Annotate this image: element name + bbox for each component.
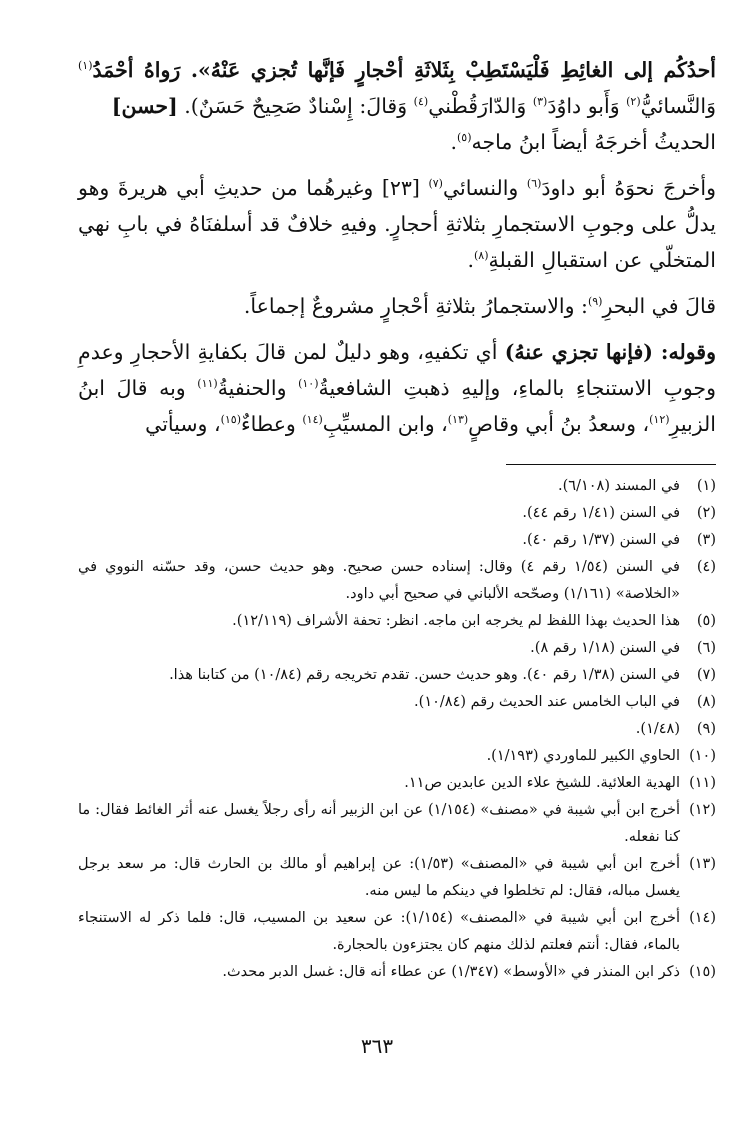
footnote-number: (٤)	[696, 559, 716, 575]
text-segment: وَالدّارَقُطْني	[428, 94, 527, 118]
hadith-text: أحدُكُم إلى الغائِطِ فَلْيَسْتَطِبْ بِثَلاثَةِ أحْجارٍ فَإنَّها تُجزي عَنْهُ». رَواهُ أحْمَدُ	[92, 58, 716, 82]
text-segment: والنسائي	[442, 176, 519, 200]
paragraph-commentary: وأخرجَ نحوَهُ أبو داودَ$^{(٦)}$ والنسائي$^{(٧)}$ [٢٣] وغيرهُما من حديثِ أبي هريرةَ وهو يدلُّ على وجوبِ الاستجمارِ بثلاثةِ أحجارٍ. وفيهِ خلافٌ قد أسلفنَاهُ في بابِ نهي المتخلّي عن استقبالِ القبلةِ$^{(٨)}$.	[78, 176, 716, 272]
main-text	[78, 52, 716, 442]
footnote-divider	[506, 464, 716, 465]
footnote-ref: (١٤)	[302, 413, 323, 427]
footnote-text: أخرج ابن أبي شيبة في «المصنف» (١/١٥٤): عن سعيد بن المسيب، قال: فلما ذكر له الاستنجاء بالماء، فقال: أنتم فعلتم لذلك منهم كان يجتزءون بالحجارة.	[78, 910, 680, 953]
footnote-number: (١٥)	[689, 964, 716, 980]
footnote-item	[78, 689, 716, 716]
footnote-item	[78, 500, 716, 527]
footnote-number: (١٤)	[689, 910, 716, 926]
footnote-ref: (٦)	[526, 177, 542, 191]
footnote-number: (٥)	[696, 613, 716, 629]
footnote-ref: (٣)	[532, 95, 548, 109]
footnote-number: (١٢)	[689, 802, 716, 818]
footnote-item	[78, 959, 716, 986]
footnote-number: (٩)	[696, 721, 716, 737]
footnote-text: أخرج ابن أبي شيبة في «مصنف» (١/١٥٤) عن ابن الزبير أنه رأى رجلاً يغسل عنه أثر الغائط فقال: ما كنا نفعله.	[78, 802, 680, 845]
footnote-text: في السنن (١/١٨ رقم ٨).	[530, 640, 680, 656]
grade-tag: [حسن]	[111, 94, 178, 118]
footnote-ref: (٤)	[413, 95, 429, 109]
footnote-item	[78, 635, 716, 662]
text-segment: والحنفيةُ	[217, 376, 287, 400]
footnote-item	[78, 851, 716, 905]
text-segment: قالَ في البحرِ	[602, 294, 716, 318]
footnote-item	[78, 662, 716, 689]
footnotes	[78, 473, 716, 986]
footnote-text: في السنن (١/٣٨ رقم ٤٠). وهو حديث حسن. تقدم تخريجه رقم (١٠/٨٤) من كتابنا هذا.	[169, 667, 680, 683]
footnote-ref: (٥)	[456, 131, 472, 145]
paragraph-bahr	[78, 288, 716, 324]
footnote-item	[78, 797, 716, 851]
footnote-number: (٢)	[696, 505, 716, 521]
footnote-ref: (١)	[78, 59, 93, 73]
page-content	[78, 52, 716, 986]
text-segment: وبه قالَ ابنُ الزبيرِ	[78, 376, 716, 436]
footnote-number: (١٠)	[689, 748, 716, 764]
footnote-text: في السنن (١/٤١ رقم ٤٤).	[522, 505, 680, 521]
footnote-text: هذا الحديث بهذا اللفظ لم يخرجه ابن ماجه. انظر: تحفة الأشراف (١٢/١١٩).	[232, 613, 680, 629]
text-segment: [٢٣] وغيرهُما من حديثِ أبي هريرةَ وهو يدلُّ على وجوبِ الاستجمارِ بثلاثةِ أحجارٍ. وفيهِ خلافٌ قد أسلفنَاهُ في بابِ نهي المتخلّي عن استقبالِ القبلةِ	[78, 176, 716, 272]
footnote-item	[78, 770, 716, 797]
text-segment: وَقالَ: إِسْنادٌ صَحِيحٌ حَسَنٌ).	[184, 94, 408, 118]
footnote-ref: (٢)	[626, 95, 641, 109]
footnote-ref: (١٥)	[220, 413, 241, 427]
footnote-number: (٣)	[696, 532, 716, 548]
footnote-ref: (١١)	[197, 377, 218, 391]
footnote-ref: (١٠)	[298, 377, 319, 391]
footnote-number: (٨)	[696, 694, 716, 710]
page-number: ٣٦٣	[360, 1034, 394, 1058]
text-segment: وأخرجَ نحوَهُ أبو داودَ	[541, 176, 716, 200]
paragraph-explanation	[78, 334, 716, 442]
footnote-item	[78, 527, 716, 554]
quoted-phrase: وقوله: (فإنها تجزي عنهُ)	[504, 340, 716, 364]
footnote-ref: (٧)	[428, 177, 443, 191]
footnote-text: في السنن (١/٥٤ رقم ٤) وقال: إسناده حسن صحيح. وهو حديث حسن، وقد حسّنه النووي في «الخلاصة» (١/١٦١) وصحّحه الألباني في صحيح أبي داود.	[78, 559, 680, 602]
text-segment: وَأَبو داوُدَ	[547, 94, 620, 118]
text-segment: وعطاءٌ	[241, 412, 296, 436]
text-segment: ، وابن المسيِّبِ	[322, 412, 448, 436]
footnote-item	[78, 608, 716, 635]
footnote-text: (١/٤٨).	[635, 721, 680, 737]
footnote-item	[78, 905, 716, 959]
footnote-number: (٦)	[696, 640, 716, 656]
footnote-ref: (٩)	[587, 295, 603, 309]
footnote-number: (١)	[696, 478, 716, 494]
text-segment: : والاستجمارُ بثلاثةِ أحْجارٍ مشروعٌ إجماعاً.	[243, 294, 588, 318]
footnote-text: الهدية العلائية. للشيخ علاء الدين عابدين ص١١.	[404, 775, 680, 791]
text-segment: أي تكفيهِ، وهو دليلٌ لمن قالَ بكفايةِ الأحجارِ وعدمِ وجوبِ الاستنجاءِ بالماءِ، وإليهِ ذهبتِ الشافعيةُ	[78, 340, 717, 400]
text-segment: ، وسيأتي	[145, 412, 221, 436]
footnote-number: (٧)	[696, 667, 716, 683]
footnote-item	[78, 743, 716, 770]
text-segment: الحديثُ أخرجَهُ أيضاً ابنُ ماجه	[471, 130, 716, 154]
text-segment: ، وسعدُ بنُ أبي وقاصٍ	[468, 412, 650, 436]
footnote-text: أخرج ابن أبي شيبة في «المصنف» (١/٥٣): عن إبراهيم أو مالك بن الحارث قال: مر سعد برجل يغسل مباله، فقال: لم تخلطوا في دينكم ما ليس منه.	[78, 856, 681, 899]
footnote-text: في الباب الخامس عند الحديث رقم (١٠/٨٤).	[414, 694, 680, 710]
paragraph-hadith: أحدُكُم إلى الغائِطِ فَلْيَسْتَطِبْ بِثَلاثَةِ أحْجارٍ فَإنَّها تُجزي عَنْهُ». رَواهُ أحْمَدُ$^{(١)}$ وَالنَّسائيُّ$^{(٢)}$ وَأَبو داوُدَ$^{(٣)}$ وَالدّارَقُطْني$^{(٤)}$ وَقالَ: إِسْنادٌ صَحِيحٌ حَسَنٌ). [حسن] الحديثُ أخرجَهُ أيضاً ابنُ ماجه$^{(٥)}$.	[78, 58, 716, 154]
footnote-item	[78, 716, 716, 743]
footnote-item	[78, 554, 716, 608]
footnote-number: (١٣)	[689, 856, 716, 872]
footnote-ref: (١٣)	[447, 413, 469, 427]
footnote-text: في السنن (١/٣٧ رقم ٤٠).	[522, 532, 680, 548]
footnote-text: ذكر ابن المنذر في «الأوسط» (١/٣٤٧) عن عطاء أنه قال: غسل الدبر محدث.	[222, 964, 680, 980]
footnote-text: الحاوي الكبير للماوردي (١/١٩٣).	[486, 748, 680, 764]
footnote-item	[78, 473, 716, 500]
text-segment: وَالنَّسائيُّ	[640, 94, 716, 118]
footnote-ref: (١٢)	[649, 413, 670, 427]
footnote-text: في المسند (٦/١٠٨).	[558, 478, 680, 494]
footnote-ref: (٨)	[473, 249, 489, 263]
footnote-number: (١١)	[689, 775, 716, 791]
